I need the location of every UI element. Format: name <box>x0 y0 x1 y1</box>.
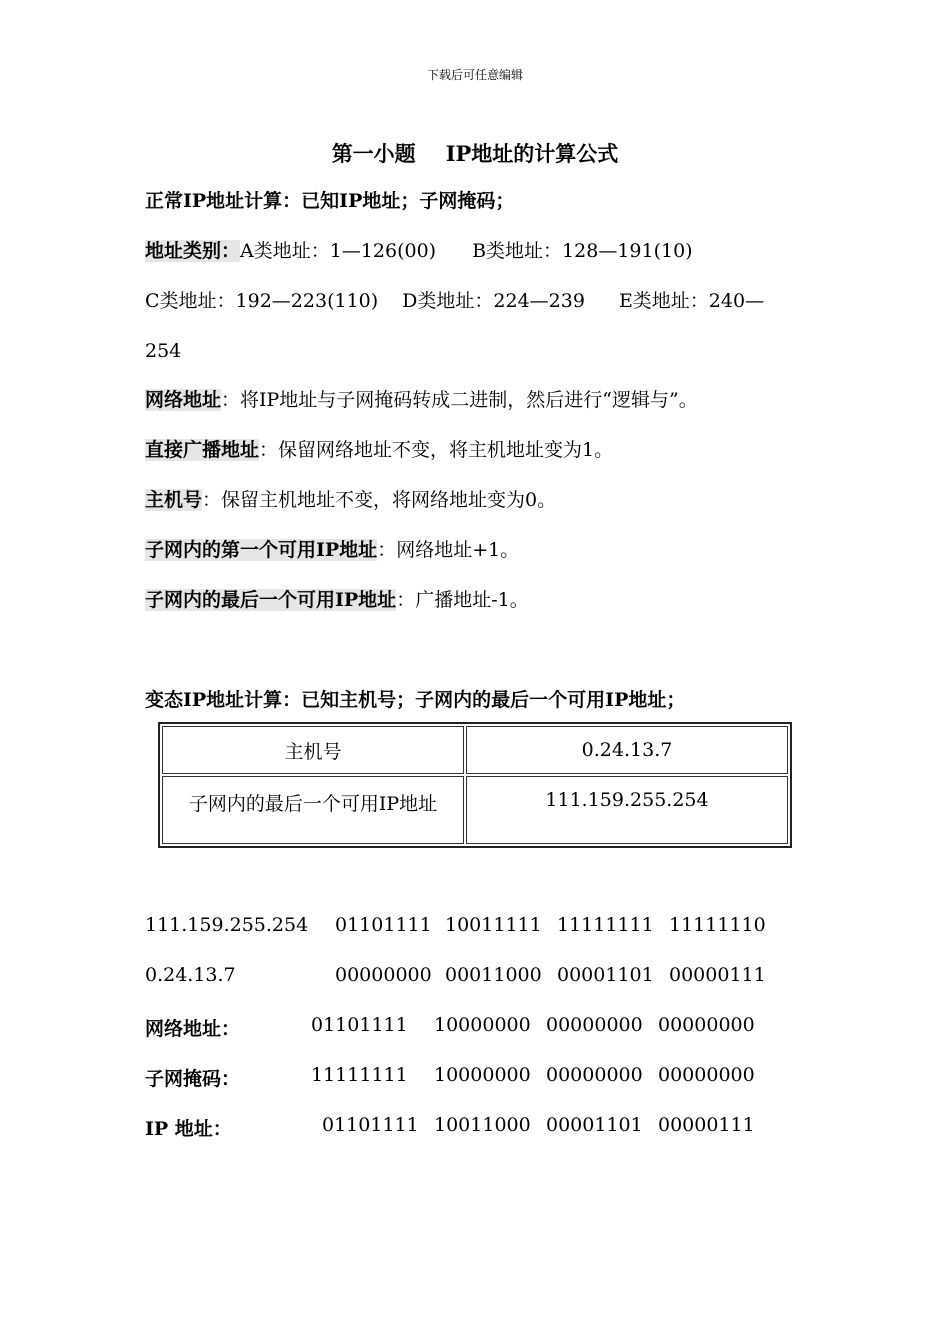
def-host-number <box>145 486 556 514</box>
class-b: B类地址：128—191(10) <box>472 240 693 262</box>
def-term: 直接广播地址 <box>145 439 260 461</box>
binary-row-label: 网络地址： <box>145 1018 241 1040</box>
table-cell-value: 0.24.13.7 <box>466 726 788 774</box>
binary-octet: 00000000 <box>546 1064 643 1086</box>
binary-row-label: 0.24.13.7 <box>145 964 236 986</box>
def-term: 子网内的最后一个可用IP地址 <box>145 589 397 611</box>
def-term: 子网内的第一个可用IP地址 <box>145 539 378 561</box>
page-title <box>0 138 950 168</box>
class-d: D类地址：224—239 <box>402 290 585 312</box>
table-cell-label: 子网内的最后一个可用IP地址 <box>162 776 464 844</box>
binary-octet: 00000000 <box>658 1014 755 1036</box>
binary-octet: 00001101 <box>546 1114 643 1136</box>
table-cell-value: 111.159.255.254 <box>466 776 788 844</box>
normal-heading: 正常IP地址计算：已知IP地址；子网掩码； <box>145 190 515 212</box>
def-network-address <box>145 386 698 414</box>
binary-row-label: 111.159.255.254 <box>145 914 309 936</box>
binary-octet: 00011000 <box>445 964 542 986</box>
binary-octet: 00000111 <box>658 1114 755 1136</box>
title-part2: IP地址的计算公式 <box>445 141 619 166</box>
binary-octet: 11111111 <box>557 914 654 936</box>
binary-row <box>145 1014 805 1042</box>
classes-label: 地址类别： <box>145 240 241 262</box>
binary-row <box>145 1064 805 1092</box>
table-row <box>162 726 788 774</box>
def-term: 主机号 <box>145 489 203 511</box>
binary-octet: 00000000 <box>546 1014 643 1036</box>
def-text: ：将IP地址与子网掩码转成二进制，然后进行“逻辑与”。 <box>221 389 698 411</box>
binary-octet: 00000000 <box>335 964 432 986</box>
def-term: 网络地址 <box>145 389 222 411</box>
binary-octet: 00001101 <box>557 964 654 986</box>
binary-octet: 01101111 <box>311 1014 408 1036</box>
class-e-continuation: 254 <box>145 340 182 362</box>
binary-row <box>145 1114 805 1142</box>
binary-octet: 10011111 <box>445 914 542 936</box>
binary-row <box>145 964 805 992</box>
page-header: 下载后可任意编辑 <box>426 68 523 82</box>
given-values-table <box>158 722 792 848</box>
def-text: ：保留网络地址不变，将主机地址变为1。 <box>259 439 614 461</box>
address-classes-line1 <box>145 237 693 265</box>
table-cell-label: 主机号 <box>162 726 464 774</box>
binary-octet: 01101111 <box>335 914 432 936</box>
binary-octet: 10000000 <box>434 1014 531 1036</box>
binary-octet: 11111111 <box>311 1064 408 1086</box>
binary-octet: 01101111 <box>322 1114 419 1136</box>
def-last-usable <box>145 586 529 614</box>
def-text: ：网络地址+1。 <box>377 539 520 561</box>
title-part1: 第一小题 <box>331 141 416 166</box>
def-text: ：保留主机地址不变，将网络地址变为0。 <box>202 489 557 511</box>
class-c: C类地址：192—223(110) <box>145 290 379 312</box>
class-e: E类地址：240— <box>618 290 765 312</box>
def-text: ：广播地址-1。 <box>396 589 529 611</box>
binary-row <box>145 914 805 942</box>
binary-octet: 10000000 <box>434 1064 531 1086</box>
def-first-usable <box>145 536 519 564</box>
binary-row-label: IP 地址： <box>145 1118 232 1140</box>
binary-octet: 00000111 <box>669 964 766 986</box>
address-classes-line2 <box>145 287 764 315</box>
binary-row-label: 子网掩码： <box>145 1068 241 1090</box>
binary-octet: 10011000 <box>434 1114 531 1136</box>
def-broadcast-address <box>145 436 613 464</box>
binary-octet: 00000000 <box>658 1064 755 1086</box>
binary-octet: 11111110 <box>669 914 766 936</box>
variable-heading: 变态IP地址计算：已知主机号；子网内的最后一个可用IP地址； <box>145 689 686 711</box>
class-a: A类地址：1—126(00) <box>240 240 437 262</box>
table-row <box>162 776 788 844</box>
